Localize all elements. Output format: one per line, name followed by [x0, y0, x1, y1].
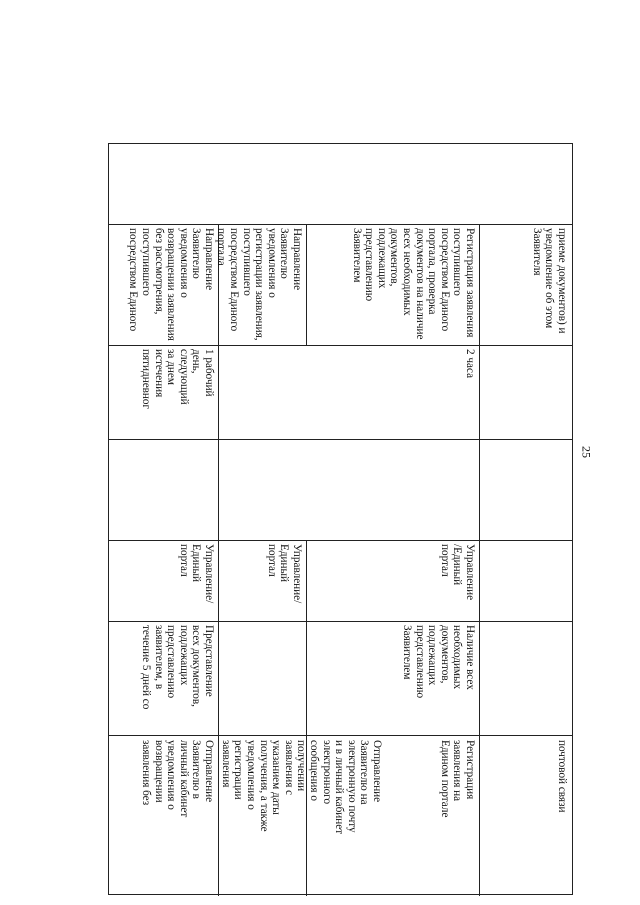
table-cell: приеме документов) и уведомление об этом Заявителя [530, 228, 568, 334]
table-cell: Представление всех документов, подлежащих представлению заявителем, в течение 5 дней со [140, 625, 215, 710]
column-border [109, 540, 572, 541]
row-border [479, 224, 480, 896]
column-border [109, 224, 572, 225]
table-cell: Управление/ Единый портал [265, 544, 303, 604]
table-cell: 2 часа [464, 349, 476, 379]
table-cell: Отправление Заявителю в личный кабинет уведомления о возвращении заявления без [140, 740, 215, 818]
table-cell: Направление Заявителю уведомления о регистрации заявления, поступившего посредством Единого портала [215, 228, 303, 341]
table-cell: Регистрация заявления на Едином портале [438, 740, 476, 818]
table-cell: Наличие всех необходимых документов, подлежащих представлению Заявителем [401, 625, 476, 699]
table-cell: Направление Заявителю уведомления о возвращении заявления без рассмотрения, поступившего посредством Единого [127, 228, 215, 341]
table-cell: Отправление Заявителю на электронную почту и в личный кабинет электронного сообщения о получении заявления с указанием даты получения, а также уведомления о регистрации заявления [219, 740, 383, 835]
table-cell: Управление /Единый портал [438, 544, 476, 601]
column-border [109, 621, 572, 622]
table-cell: почтовой связи [556, 740, 568, 813]
table-cell: 1 рабочий день, следующий за днем истечения пятидневног [140, 349, 215, 410]
page-number: 25 [579, 446, 594, 458]
table-cell: Регистрация заявления поступившего посредством Единого портала, проверка документов на наличие всех необходимых документов, подлежащих представлению Заявителем [350, 228, 476, 340]
column-border [109, 439, 572, 440]
row-border [306, 224, 307, 346]
procedure-table [108, 143, 573, 895]
table-cell: Управление/ Единый портал [177, 544, 215, 604]
column-border [109, 735, 572, 736]
table-wrapper [108, 143, 573, 895]
column-border [109, 345, 572, 346]
